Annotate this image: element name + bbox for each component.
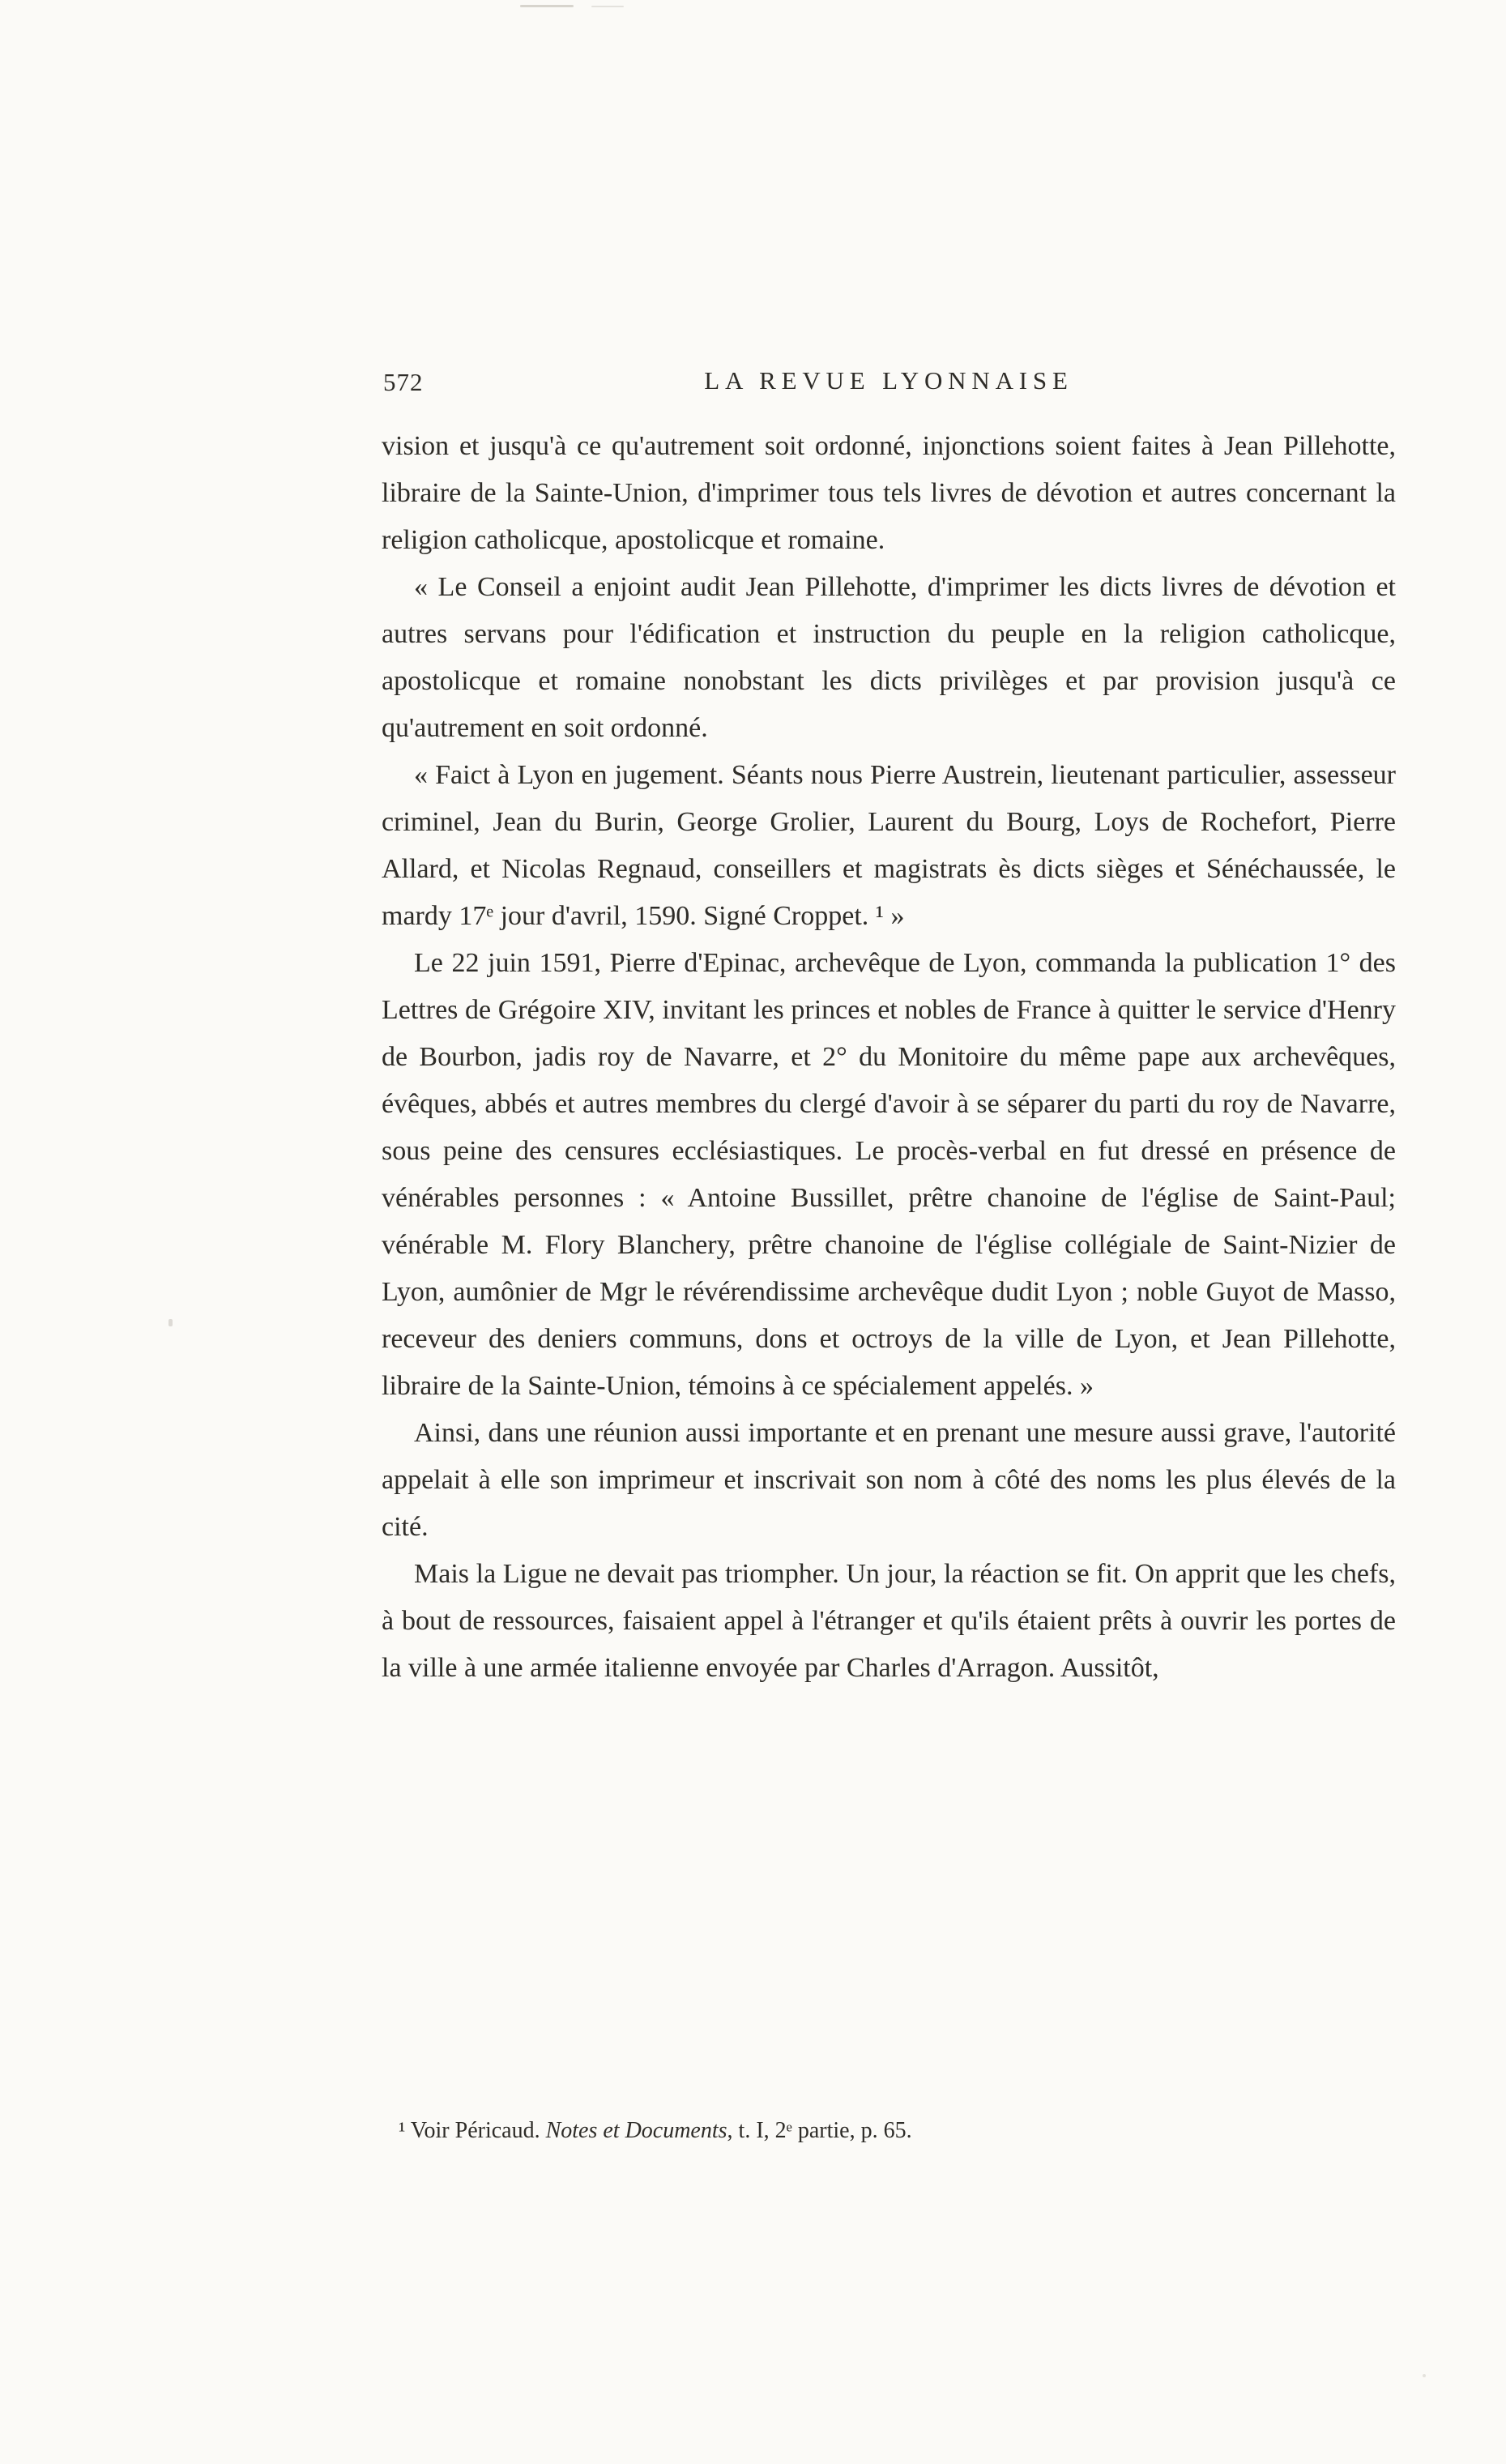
paragraph: Mais la Ligue ne devait pas triompher. Un jour, la réaction se fit. On apprit que les chefs, à bout de ressources, faisaient appel à l'étranger et qu'ils étaient prêts à ouvrir les portes de la ville à une armée italienne envoyée par Charles d'Arragon. Aussitôt, — [382, 1559, 1396, 1683]
scan-artifact — [520, 5, 574, 7]
paragraph: Ainsi, dans une réunion aussi importante et en prenant une mesure aussi grave, l'autorité appelait à elle son imprimeur et inscrivait son nom à côté des noms les plus élevés de la cité. — [382, 1418, 1396, 1542]
body-text — [382, 423, 1396, 1692]
text-column — [382, 363, 1396, 1692]
footnote-reference: , t. I, 2ᵉ partie, p. 65. — [727, 2118, 912, 2143]
footnote — [399, 2116, 1395, 2146]
scan-artifact — [591, 6, 624, 7]
page-header — [382, 363, 1396, 405]
paragraph: « Faict à Lyon en jugement. Séants nous Pierre Austrein, lieutenant particulier, assesseur criminel, Jean du Burin, George Grolier, Laurent du Bourg, Loys de Rochefort, Pierre Allard, et Nicolas Regnaud, conseillers et magistrats ès dicts sièges et Sénéchaussée, le mardy 17ᵉ jour d'avril, 1590. Signé Croppet. ¹ » — [382, 760, 1396, 931]
paragraph: Le 22 juin 1591, Pierre d'Epinac, archevêque de Lyon, commanda la publication 1° des Lettres de Grégoire XIV, invitant les princes et nobles de France à quitter le service d'Henry de Bourbon, jadis roy de Navarre, et 2° du Monitoire du même pape aux archevêques, évêques, abbés et autres membres du clergé d'avoir à se séparer du parti du roy de Navarre, sous peine des censures ecclésiastiques. Le procès-verbal en fut dressé en présence de vénérables personnes : « Antoine Bussillet, prêtre chanoine de l'église de Saint-Paul; vénérable M. Flory Blanchery, prêtre chanoine de l'église collégiale de Saint-Nizier de Lyon, aumônier de Mgr le révérendissime archevêque dudit Lyon ; noble Guyot de Masso, receveur des deniers communs, dons et octroys de la ville de Lyon, et Jean Pillehotte, libraire de la Sainte-Union, témoins à ce spécialement appelés. » — [382, 948, 1396, 1401]
footnote-text: Voir Péricaud. — [405, 2118, 546, 2143]
scan-artifact — [169, 1319, 173, 1326]
journal-title: LA REVUE LYONNAISE — [704, 366, 1073, 395]
footnote-marker: ¹ — [399, 2118, 406, 2143]
paragraph: « Le Conseil a enjoint audit Jean Pillehotte, d'imprimer les dicts livres de dévotion et autres servans pour l'édification et instruction du peuple en la religion catholicque, apostolicque et romaine nonobstant les dicts privilèges et par provision jusqu'à ce qu'autrement en soit ordonné. — [382, 572, 1396, 743]
footnote-work-title: Notes et Documents — [545, 2118, 727, 2143]
page-number: 572 — [383, 368, 424, 396]
scan-artifact — [1423, 2374, 1426, 2377]
paragraph: vision et jusqu'à ce qu'autrement soit ordonné, injonctions soient faites à Jean Pillehotte, libraire de la Sainte-Union, d'imprimer tous tels livres de dévotion et autres concernant la religion catholicque, apostolicque et romaine. — [382, 431, 1396, 555]
